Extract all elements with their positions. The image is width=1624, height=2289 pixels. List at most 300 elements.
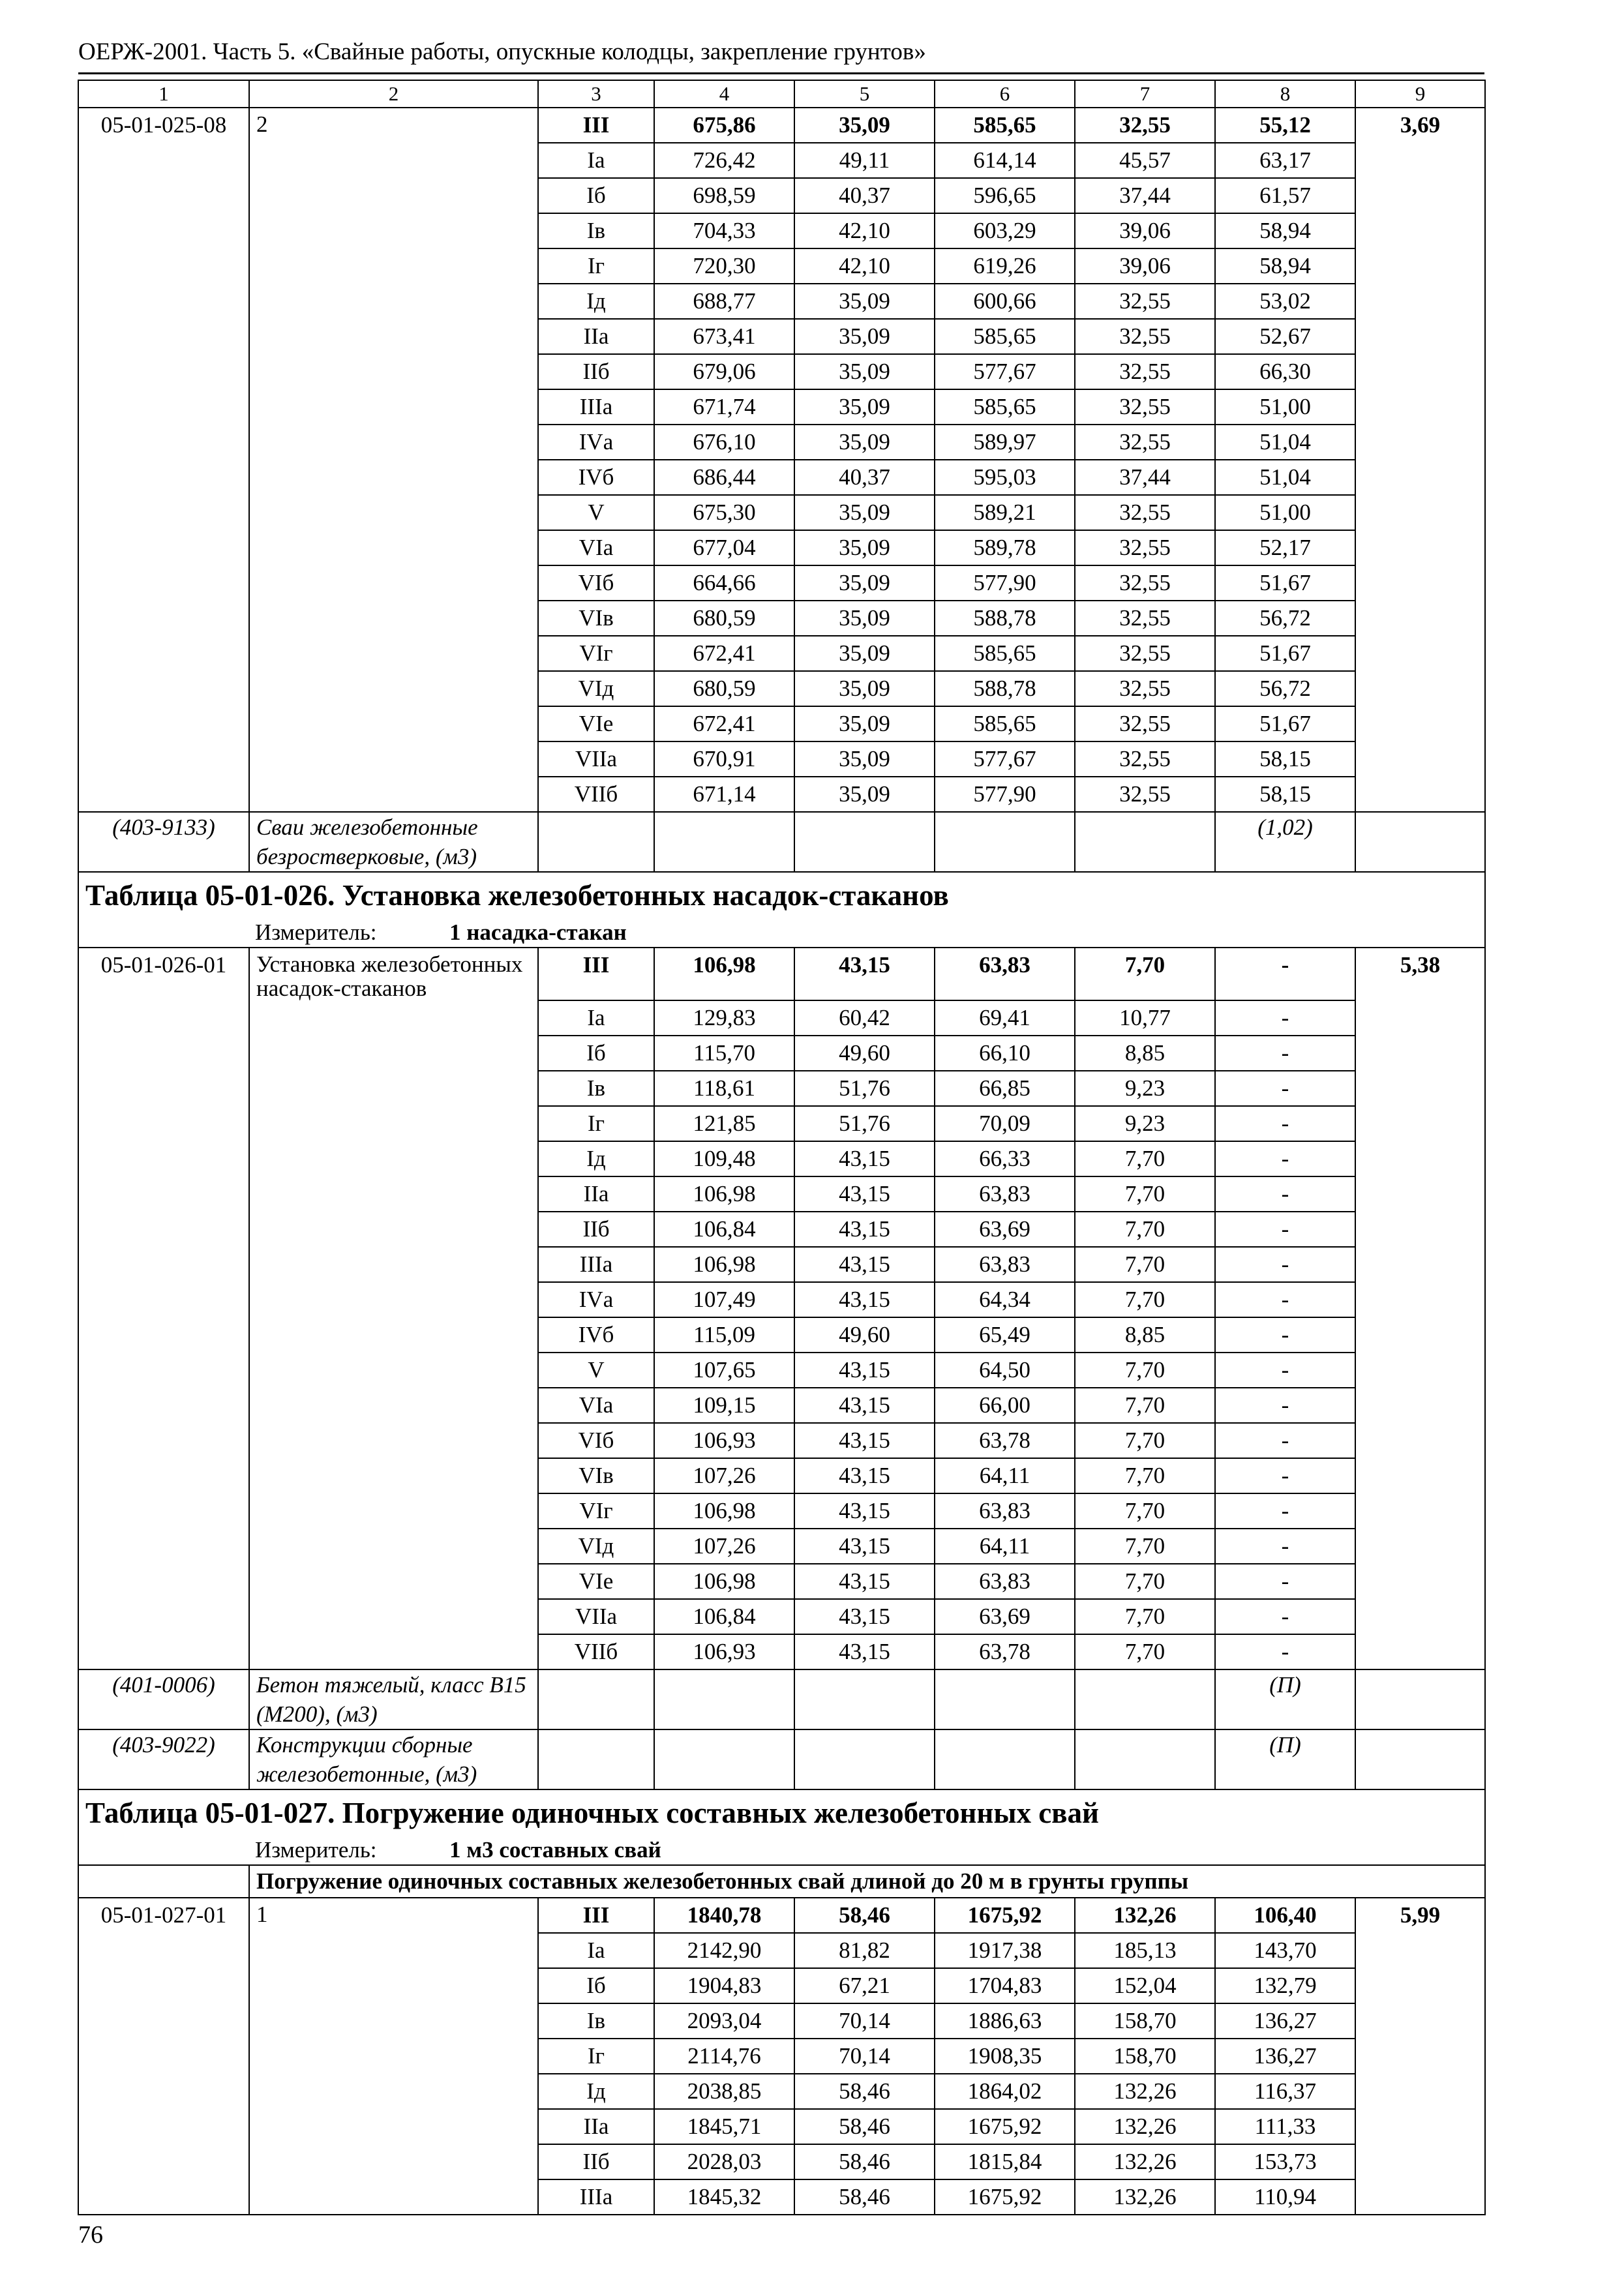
value-cell-c8: - — [1215, 1000, 1355, 1036]
rate-code-empty — [78, 1968, 249, 2003]
rate-row — [78, 1317, 1485, 1353]
value-cell-c8: 111,33 — [1215, 2109, 1355, 2144]
table-title: Таблица 05-01-027. Погружение одиночных составных железобетонных свай — [78, 1789, 1485, 1836]
value-cell-c9 — [1355, 2109, 1485, 2144]
value-cell-c6: 588,78 — [935, 671, 1075, 706]
resource-name: Конструкции сборные железобетонные, (м3) — [249, 1729, 538, 1789]
value-cell-c9 — [1355, 530, 1485, 565]
value-cell-c7: 32,55 — [1075, 389, 1215, 425]
value-cell-c6: 600,66 — [935, 284, 1075, 319]
value-cell-c5: 43,15 — [794, 1458, 935, 1493]
value-cell-c6: 603,29 — [935, 213, 1075, 248]
value-cell-c8: 58,94 — [1215, 213, 1355, 248]
zone-cell: V — [538, 1353, 654, 1388]
value-cell-c8: - — [1215, 1106, 1355, 1141]
value-cell-c8: 66,30 — [1215, 354, 1355, 389]
value-cell-c6: 63,83 — [935, 1247, 1075, 1282]
value-cell-c5: 58,46 — [794, 2179, 935, 2215]
rate-row — [78, 1071, 1485, 1106]
empty-cell — [935, 1669, 1075, 1729]
value-cell-c5: 49,60 — [794, 1036, 935, 1071]
zone-cell: Iд — [538, 1141, 654, 1176]
rate-row — [78, 1282, 1485, 1317]
value-cell-c4: 670,91 — [654, 741, 794, 777]
value-cell-c7: 132,26 — [1075, 1898, 1215, 1933]
resource-footnote-row — [78, 812, 1485, 872]
value-cell-c4: 676,10 — [654, 425, 794, 460]
value-cell-c7: 132,26 — [1075, 2074, 1215, 2109]
value-cell-c7: 185,13 — [1075, 1933, 1215, 1968]
rate-code-empty — [78, 178, 249, 213]
value-cell-c4: 2038,85 — [654, 2074, 794, 2109]
zone-cell: Iг — [538, 2039, 654, 2074]
value-cell-c5: 35,09 — [794, 108, 935, 143]
empty-cell — [1075, 1669, 1215, 1729]
rate-code-empty — [78, 1176, 249, 1212]
rate-row — [78, 495, 1485, 530]
value-cell-c7: 132,26 — [1075, 2179, 1215, 2215]
value-cell-c7: 7,70 — [1075, 1212, 1215, 1247]
value-cell-c5: 67,21 — [794, 1968, 935, 2003]
rate-name-empty — [249, 2039, 538, 2074]
value-cell-c7: 32,55 — [1075, 565, 1215, 601]
value-cell-c9 — [1355, 1423, 1485, 1458]
value-cell-c4: 106,98 — [654, 1247, 794, 1282]
value-cell-c8: 51,67 — [1215, 565, 1355, 601]
value-cell-c5: 43,15 — [794, 1634, 935, 1669]
value-cell-c9 — [1355, 213, 1485, 248]
empty-cell — [1355, 1669, 1485, 1729]
page-number: 76 — [78, 2221, 103, 2249]
rate-name-empty — [249, 1141, 538, 1176]
rate-name-empty — [249, 706, 538, 741]
value-cell-c9 — [1355, 636, 1485, 671]
value-cell-c9 — [1355, 1634, 1485, 1669]
value-cell-c5: 35,09 — [794, 777, 935, 812]
rate-name-empty — [249, 1493, 538, 1529]
rate-code-empty — [78, 636, 249, 671]
value-cell-c8: 51,67 — [1215, 706, 1355, 741]
value-cell-c9: 3,69 — [1355, 108, 1485, 143]
value-cell-c8: - — [1215, 1423, 1355, 1458]
value-cell-c7: 132,26 — [1075, 2109, 1215, 2144]
zone-cell: VIе — [538, 706, 654, 741]
value-cell-c8: - — [1215, 1353, 1355, 1388]
value-cell-c9 — [1355, 1141, 1485, 1176]
rate-code-empty — [78, 2179, 249, 2215]
rate-name-empty — [249, 143, 538, 178]
value-cell-c4: 115,70 — [654, 1036, 794, 1071]
value-cell-c8: 58,94 — [1215, 248, 1355, 284]
value-cell-c5: 43,15 — [794, 1423, 935, 1458]
value-cell-c6: 63,83 — [935, 1564, 1075, 1599]
zone-cell: Iв — [538, 2003, 654, 2039]
value-cell-c4: 672,41 — [654, 636, 794, 671]
value-cell-c4: 671,14 — [654, 777, 794, 812]
value-cell-c4: 107,26 — [654, 1458, 794, 1493]
rate-code-empty — [78, 1423, 249, 1458]
page-header: ОЕРЖ-2001. Часть 5. «Свайные работы, опускные колодцы, закрепление грунтов» — [78, 38, 926, 65]
value-cell-c4: 106,98 — [654, 1564, 794, 1599]
rate-name-empty — [249, 2179, 538, 2215]
measure-line — [78, 1836, 1485, 1865]
value-cell-c6: 69,41 — [935, 1000, 1075, 1036]
value-cell-c5: 43,15 — [794, 1212, 935, 1247]
value-cell-c9 — [1355, 284, 1485, 319]
value-cell-c5: 43,15 — [794, 1176, 935, 1212]
rate-code-empty — [78, 1247, 249, 1282]
rate-code-empty — [78, 741, 249, 777]
value-cell-c7: 158,70 — [1075, 2039, 1215, 2074]
zone-cell: VIIб — [538, 1634, 654, 1669]
value-cell-c4: 698,59 — [654, 178, 794, 213]
value-cell-c6: 619,26 — [935, 248, 1075, 284]
value-cell-c8: 52,67 — [1215, 319, 1355, 354]
column-number: 7 — [1075, 80, 1215, 108]
value-cell-c5: 40,37 — [794, 178, 935, 213]
rate-code-empty — [78, 2003, 249, 2039]
value-cell-c5: 51,76 — [794, 1106, 935, 1141]
value-cell-c7: 7,70 — [1075, 1634, 1215, 1669]
value-cell-c9: 5,38 — [1355, 948, 1485, 1000]
zone-cell: IIа — [538, 1176, 654, 1212]
rate-code-empty — [78, 1000, 249, 1036]
zone-cell: IVа — [538, 425, 654, 460]
value-cell-c9 — [1355, 178, 1485, 213]
value-cell-c7: 7,70 — [1075, 1388, 1215, 1423]
resource-code: (403-9133) — [78, 812, 249, 872]
rate-row — [78, 1529, 1485, 1564]
value-cell-c8: - — [1215, 1317, 1355, 1353]
rate-name-empty — [249, 2144, 538, 2179]
rate-code-empty — [78, 1071, 249, 1106]
value-cell-c8: - — [1215, 948, 1355, 1000]
value-cell-c6: 1675,92 — [935, 2179, 1075, 2215]
value-cell-c9 — [1355, 1000, 1485, 1036]
value-cell-c7: 32,55 — [1075, 777, 1215, 812]
rate-row — [78, 671, 1485, 706]
rate-row — [78, 601, 1485, 636]
value-cell-c7: 32,55 — [1075, 636, 1215, 671]
rate-name-empty — [249, 495, 538, 530]
rate-row — [78, 284, 1485, 319]
zone-cell: VIд — [538, 1529, 654, 1564]
table-title-row — [78, 872, 1485, 918]
value-cell-c7: 32,55 — [1075, 741, 1215, 777]
rate-row — [78, 2109, 1485, 2144]
value-cell-c8: 61,57 — [1215, 178, 1355, 213]
rate-code-empty — [78, 2074, 249, 2109]
value-cell-c5: 35,09 — [794, 354, 935, 389]
zone-cell: IVб — [538, 460, 654, 495]
value-cell-c9 — [1355, 1317, 1485, 1353]
zone-cell: Iа — [538, 143, 654, 178]
zone-cell: IVб — [538, 1317, 654, 1353]
value-cell-c9 — [1355, 2074, 1485, 2109]
value-cell-c9 — [1355, 1564, 1485, 1599]
value-cell-c7: 32,55 — [1075, 671, 1215, 706]
value-cell-c6: 63,78 — [935, 1423, 1075, 1458]
value-cell-c6: 1886,63 — [935, 2003, 1075, 2039]
value-cell-c6: 64,11 — [935, 1458, 1075, 1493]
value-cell-c8: - — [1215, 1599, 1355, 1634]
value-cell-c7: 8,85 — [1075, 1317, 1215, 1353]
value-cell-c5: 43,15 — [794, 1529, 935, 1564]
value-cell-c6: 1815,84 — [935, 2144, 1075, 2179]
rate-row — [78, 1000, 1485, 1036]
value-cell-c5: 35,09 — [794, 741, 935, 777]
value-cell-c7: 9,23 — [1075, 1106, 1215, 1141]
value-cell-c7: 10,77 — [1075, 1000, 1215, 1036]
resource-quantity: (П) — [1215, 1729, 1355, 1789]
table-title-row — [78, 1789, 1485, 1836]
value-cell-c8: 55,12 — [1215, 108, 1355, 143]
value-cell-c6: 64,50 — [935, 1353, 1075, 1388]
value-cell-c9 — [1355, 1353, 1485, 1388]
empty-cell — [794, 1669, 935, 1729]
zone-cell: VIIб — [538, 777, 654, 812]
rate-name-empty — [249, 213, 538, 248]
empty-cell — [794, 812, 935, 872]
rate-row — [78, 1036, 1485, 1071]
rate-row — [78, 319, 1485, 354]
column-number: 8 — [1215, 80, 1355, 108]
empty-cell — [935, 1729, 1075, 1789]
value-cell-c8: - — [1215, 1247, 1355, 1282]
value-cell-c9 — [1355, 1106, 1485, 1141]
rate-row — [78, 741, 1485, 777]
value-cell-c7: 7,70 — [1075, 1141, 1215, 1176]
value-cell-c6: 63,69 — [935, 1599, 1075, 1634]
value-cell-c7: 152,04 — [1075, 1968, 1215, 2003]
value-cell-c8: 110,94 — [1215, 2179, 1355, 2215]
value-cell-c9 — [1355, 389, 1485, 425]
rate-name-empty — [249, 2003, 538, 2039]
value-cell-c4: 679,06 — [654, 354, 794, 389]
rate-name-empty — [249, 178, 538, 213]
zone-cell: Iг — [538, 248, 654, 284]
table-title: Таблица 05-01-026. Установка железобетонных насадок-стаканов — [78, 872, 1485, 918]
value-cell-c7: 7,70 — [1075, 1564, 1215, 1599]
zone-cell: Iб — [538, 1036, 654, 1071]
rate-row — [78, 1423, 1485, 1458]
rate-row — [78, 565, 1485, 601]
value-cell-c6: 63,69 — [935, 1212, 1075, 1247]
value-cell-c8: - — [1215, 1176, 1355, 1212]
rate-row — [78, 1968, 1485, 2003]
value-cell-c8: 51,04 — [1215, 425, 1355, 460]
value-cell-c4: 680,59 — [654, 601, 794, 636]
value-cell-c7: 7,70 — [1075, 1282, 1215, 1317]
value-cell-c6: 595,03 — [935, 460, 1075, 495]
zone-cell: IIб — [538, 2144, 654, 2179]
empty-cell — [654, 1729, 794, 1789]
value-cell-c5: 35,09 — [794, 284, 935, 319]
rate-name-empty — [249, 1634, 538, 1669]
rate-row — [78, 1634, 1485, 1669]
zone-cell: III — [538, 108, 654, 143]
value-cell-c4: 121,85 — [654, 1106, 794, 1141]
resource-name: Сваи железобетонные безростверковые, (м3) — [249, 812, 538, 872]
resource-quantity: (П) — [1215, 1669, 1355, 1729]
rate-name-empty — [249, 1353, 538, 1388]
empty-cell — [538, 1729, 654, 1789]
value-cell-c5: 70,14 — [794, 2039, 935, 2074]
empty-cell — [1075, 1729, 1215, 1789]
value-cell-c9 — [1355, 1599, 1485, 1634]
value-cell-c9 — [1355, 495, 1485, 530]
value-cell-c8: 116,37 — [1215, 2074, 1355, 2109]
value-cell-c4: 107,26 — [654, 1529, 794, 1564]
value-cell-c4: 118,61 — [654, 1071, 794, 1106]
value-cell-c4: 109,15 — [654, 1388, 794, 1423]
rate-name-empty — [249, 1317, 538, 1353]
value-cell-c5: 35,09 — [794, 389, 935, 425]
empty-cell — [538, 1669, 654, 1729]
value-cell-c7: 7,70 — [1075, 1423, 1215, 1458]
value-cell-c4: 677,04 — [654, 530, 794, 565]
rate-row — [78, 2074, 1485, 2109]
rate-code-empty — [78, 213, 249, 248]
rate-row — [78, 1898, 1485, 1933]
rate-name: 2 — [249, 108, 538, 143]
value-cell-c8: - — [1215, 1564, 1355, 1599]
value-cell-c4: 675,30 — [654, 495, 794, 530]
empty-cell — [794, 1729, 935, 1789]
rate-code-empty — [78, 1493, 249, 1529]
zone-cell: Iв — [538, 213, 654, 248]
value-cell-c8: 143,70 — [1215, 1933, 1355, 1968]
value-cell-c8: - — [1215, 1634, 1355, 1669]
rate-code-empty — [78, 2144, 249, 2179]
value-cell-c7: 7,70 — [1075, 1529, 1215, 1564]
value-cell-c5: 35,09 — [794, 495, 935, 530]
value-cell-c6: 577,67 — [935, 741, 1075, 777]
rate-name-empty — [249, 1071, 538, 1106]
rate-code-empty — [78, 1634, 249, 1669]
value-cell-c9: 5,99 — [1355, 1898, 1485, 1933]
measure-line — [78, 918, 1485, 948]
value-cell-c9 — [1355, 1968, 1485, 2003]
rate-code-empty — [78, 2039, 249, 2074]
zone-cell: Iд — [538, 284, 654, 319]
rate-row — [78, 143, 1485, 178]
value-cell-c6: 63,78 — [935, 1634, 1075, 1669]
value-cell-c6: 585,65 — [935, 389, 1075, 425]
rate-name-empty — [249, 1388, 538, 1423]
value-cell-c4: 2142,90 — [654, 1933, 794, 1968]
zone-cell: VIIа — [538, 1599, 654, 1634]
rate-row — [78, 1212, 1485, 1247]
rate-name-empty — [249, 1212, 538, 1247]
value-cell-c6: 65,49 — [935, 1317, 1075, 1353]
value-cell-c4: 2093,04 — [654, 2003, 794, 2039]
rate-code-empty — [78, 425, 249, 460]
rate-name-empty — [249, 1458, 538, 1493]
value-cell-c7: 7,70 — [1075, 1176, 1215, 1212]
value-cell-c6: 588,78 — [935, 601, 1075, 636]
rate-row — [78, 1106, 1485, 1141]
value-cell-c8: 136,27 — [1215, 2003, 1355, 2039]
rate-code-empty — [78, 354, 249, 389]
value-cell-c9 — [1355, 1458, 1485, 1493]
value-cell-c8: - — [1215, 1493, 1355, 1529]
rate-row — [78, 530, 1485, 565]
zone-cell: VIг — [538, 1493, 654, 1529]
rate-code: 05-01-025-08 — [78, 108, 249, 143]
rates-table — [78, 80, 1486, 2215]
zone-cell: Iв — [538, 1071, 654, 1106]
zone-cell: IIIа — [538, 389, 654, 425]
zone-cell: VIа — [538, 1388, 654, 1423]
value-cell-c4: 726,42 — [654, 143, 794, 178]
rate-code-empty — [78, 248, 249, 284]
column-number: 6 — [935, 80, 1075, 108]
value-cell-c7: 45,57 — [1075, 143, 1215, 178]
value-cell-c4: 106,93 — [654, 1634, 794, 1669]
value-cell-c9 — [1355, 2039, 1485, 2074]
measure-row — [78, 1836, 1485, 1865]
measure-value: 1 м3 составных свай — [449, 1837, 661, 1863]
rate-name-empty — [249, 1423, 538, 1458]
value-cell-c7: 37,44 — [1075, 178, 1215, 213]
zone-cell: IIIа — [538, 2179, 654, 2215]
rate-code-empty — [78, 495, 249, 530]
rate-code-empty — [78, 565, 249, 601]
value-cell-c5: 43,15 — [794, 1247, 935, 1282]
empty-cell — [654, 1669, 794, 1729]
value-cell-c4: 672,41 — [654, 706, 794, 741]
value-cell-c7: 7,70 — [1075, 1353, 1215, 1388]
zone-cell: VIб — [538, 565, 654, 601]
value-cell-c7: 37,44 — [1075, 460, 1215, 495]
value-cell-c4: 673,41 — [654, 319, 794, 354]
rate-code-empty — [78, 460, 249, 495]
zone-cell: Iд — [538, 2074, 654, 2109]
value-cell-c7: 32,55 — [1075, 530, 1215, 565]
value-cell-c9 — [1355, 706, 1485, 741]
rate-name-empty — [249, 248, 538, 284]
value-cell-c9 — [1355, 1529, 1485, 1564]
rate-row — [78, 389, 1485, 425]
header-rule — [78, 72, 1484, 74]
rate-name-empty — [249, 1564, 538, 1599]
rate-code-empty — [78, 143, 249, 178]
value-cell-c7: 7,70 — [1075, 948, 1215, 1000]
zone-cell: V — [538, 495, 654, 530]
rate-row — [78, 1388, 1485, 1423]
value-cell-c5: 35,09 — [794, 601, 935, 636]
rate-code-empty — [78, 2109, 249, 2144]
value-cell-c4: 106,98 — [654, 948, 794, 1000]
zone-cell: VIг — [538, 636, 654, 671]
empty-cell — [654, 812, 794, 872]
rate-name-empty — [249, 530, 538, 565]
value-cell-c8: 53,02 — [1215, 284, 1355, 319]
rate-name-empty — [249, 601, 538, 636]
value-cell-c6: 585,65 — [935, 706, 1075, 741]
value-cell-c4: 106,93 — [654, 1423, 794, 1458]
value-cell-c7: 32,55 — [1075, 319, 1215, 354]
zone-cell: Iб — [538, 178, 654, 213]
value-cell-c5: 42,10 — [794, 248, 935, 284]
value-cell-c6: 585,65 — [935, 108, 1075, 143]
rate-name-empty — [249, 671, 538, 706]
rate-code-empty — [78, 284, 249, 319]
rate-name-empty — [249, 777, 538, 812]
value-cell-c7: 7,70 — [1075, 1458, 1215, 1493]
empty-cell — [1075, 812, 1215, 872]
